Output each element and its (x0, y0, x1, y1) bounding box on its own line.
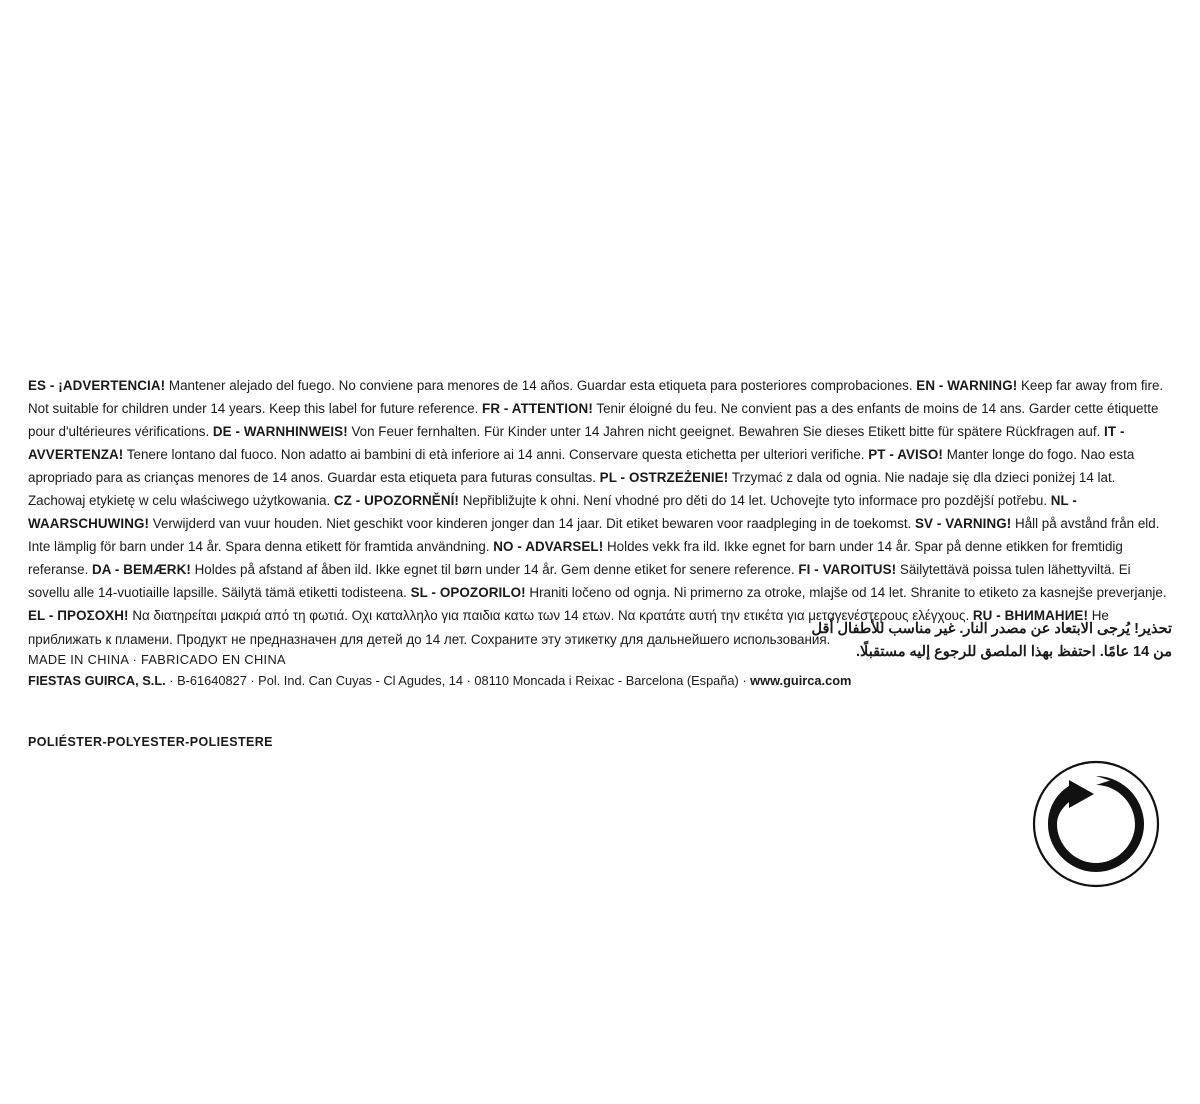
warning-text-pt: Manter longe do fogo. Nao esta apropriado para as crianças menores de 14 anos. Guardar esta etiqueta para futuras consultas. (28, 447, 1135, 486)
warning-lang-el: EL - ΠΡΟΣΟΧΗ! (28, 608, 129, 624)
warning-text-el: Να διατηρείται μακριά από τη φωτιά. Οχι καταλληλο για παιδια κατω των 14 ετων. Να κρατάτε αυτή την ετικέτα για μεταγενέστερους ελέγχους. (128, 608, 973, 624)
warning-text-es: Mantener alejado del fuego. No conviene para menores de 14 años. Guardar esta etiqueta para posteriores comprobaciones. (165, 378, 917, 393)
warning-lang-de: DE - WARNHINWEIS! (212, 424, 348, 440)
warning-text-nl: Verwijderd van vuur houden. Niet geschikt voor kinderen jonger dan 14 jaar. Dit etiket bewaren voor raadpleging in de toekomst. (149, 516, 916, 532)
warning-text-fr: Tenir éloigné du feu. Ne convient pas a des enfants de moins de 14 ans. Garder cette étiquette pour d'ultérieures vérifications. (28, 401, 1159, 440)
warning-text-en: Keep far away from fire. Not suitable for children under 14 years. Keep this label for future reference. (28, 378, 1164, 417)
warning-lang-ru: RU - ВНИМАНИЕ! (972, 608, 1089, 624)
warning-lang-es: ES - ¡ADVERTENCIA! (28, 378, 166, 393)
warning-text-no: Holdes vekk fra ild. Ikke egnet for barn under 14 år. Spar på denne etikken for fremtidig referanse. (28, 539, 1123, 578)
warning-text-fi: Säilytettävä poissa tulen lähettyviltä. Ei sovellu alle 14-vuotiaille lapsille. Säilytä tämä etiketti todisteena. (28, 562, 1131, 601)
warning-lang-nl: NL - WAARSCHUWING! (28, 493, 1077, 532)
warning-lang-cz: CZ - UPOZORNĚNÍ! (333, 493, 459, 509)
arabic-warning-text (612, 618, 1172, 665)
warning-lang-fr: FR - ATTENTION! (482, 401, 593, 417)
warning-text-it: Tenere lontano dal fuoco. Non adatto ai bambini di età inferiore ai 14 anni. Conservare questa etichetta per ulteriori verifiche. (123, 447, 869, 463)
warning-lang-da: DA - BEMÆRK! (92, 562, 191, 578)
warning-text-de: Von Feuer fernhalten. Für Kinder unter 14 Jahren nicht geeignet. Bewahren Sie dieses Etikett bitte für spätere Rückfragen auf. (347, 424, 1105, 440)
warning-text-cz: Nepřibližujte k ohni. Není vhodné pro děti do 14 let. Uchovejte tyto informace pro pozdější potřebu. (459, 493, 1051, 509)
warning-text-da: Holdes på afstand af åben ild. Ikke egnet til børn under 14 år. Gem denne etiket for senere reference. (190, 562, 799, 578)
warning-lang-pl: PL - OSTRZEŻENIE! (599, 470, 729, 486)
country-of-origin: MADE IN CHINA · FABRICADO EN CHINA (28, 652, 286, 667)
material-composition: POLIÉSTER-POLYESTER-POLIESTERE (28, 735, 273, 749)
warning-lang-sl: SL - OPOZORILO! (410, 585, 526, 601)
company-website: www.guirca.com (750, 673, 852, 688)
warning-text-sv: Håll på avstånd från eld. Inte lämplig för barn under 14 år. Spara denna etikett för framtida användning. (28, 516, 1160, 555)
company-details: · B-61640827 · Pol. Ind. Can Cuyas - Cl Agudes, 14 · 08110 Moncada i Reixac - Barcelona (España) · (165, 673, 751, 688)
warning-lang-pt: PT - AVISO! (868, 447, 943, 463)
warning-text-pl: Trzymać z dala od ognia. Nie nadaje się dla dzieci poniżej 14 lat. Zachowaj etykietę w celu właściwego użytkowania. (28, 470, 1116, 509)
company-name: FIESTAS GUIRCA, S.L. (28, 673, 166, 688)
warning-lang-fi: FI - VAROITUS! (798, 562, 897, 578)
warning-text-sl: Hraniti ločeno od ognja. Ni primerno za otroke, mlajše od 14 let. Shranite to etiketo za kasnejše preverjanje. (525, 585, 1167, 601)
mobius-loop-recycle-icon (1032, 760, 1160, 888)
warning-text-ru: Не приближать к пламени. Продукт не предназначен для детей до 14 лет. Сохраните эту этикетку для дальнейшего использования. (28, 608, 1109, 647)
warning-lang-no: NO - ADVARSEL! (493, 539, 604, 555)
company-address-line (28, 673, 851, 688)
warning-lang-it: IT - AVVERTENZA! (28, 424, 1125, 463)
warning-lang-sv: SV - VARNING! (915, 516, 1012, 532)
warning-lang-en: EN - WARNING! (916, 378, 1018, 393)
multilingual-warning-text (28, 374, 1174, 651)
arabic-warning-line-1: تحذير! يُرجى الابتعاد عن مصدر النار. غير مناسب للأطفال أقل (811, 621, 1172, 637)
arabic-warning-line-2: من 14 عامًا. احتفظ بهذا الملصق للرجوع إليه مستقبلًا. (856, 644, 1172, 661)
